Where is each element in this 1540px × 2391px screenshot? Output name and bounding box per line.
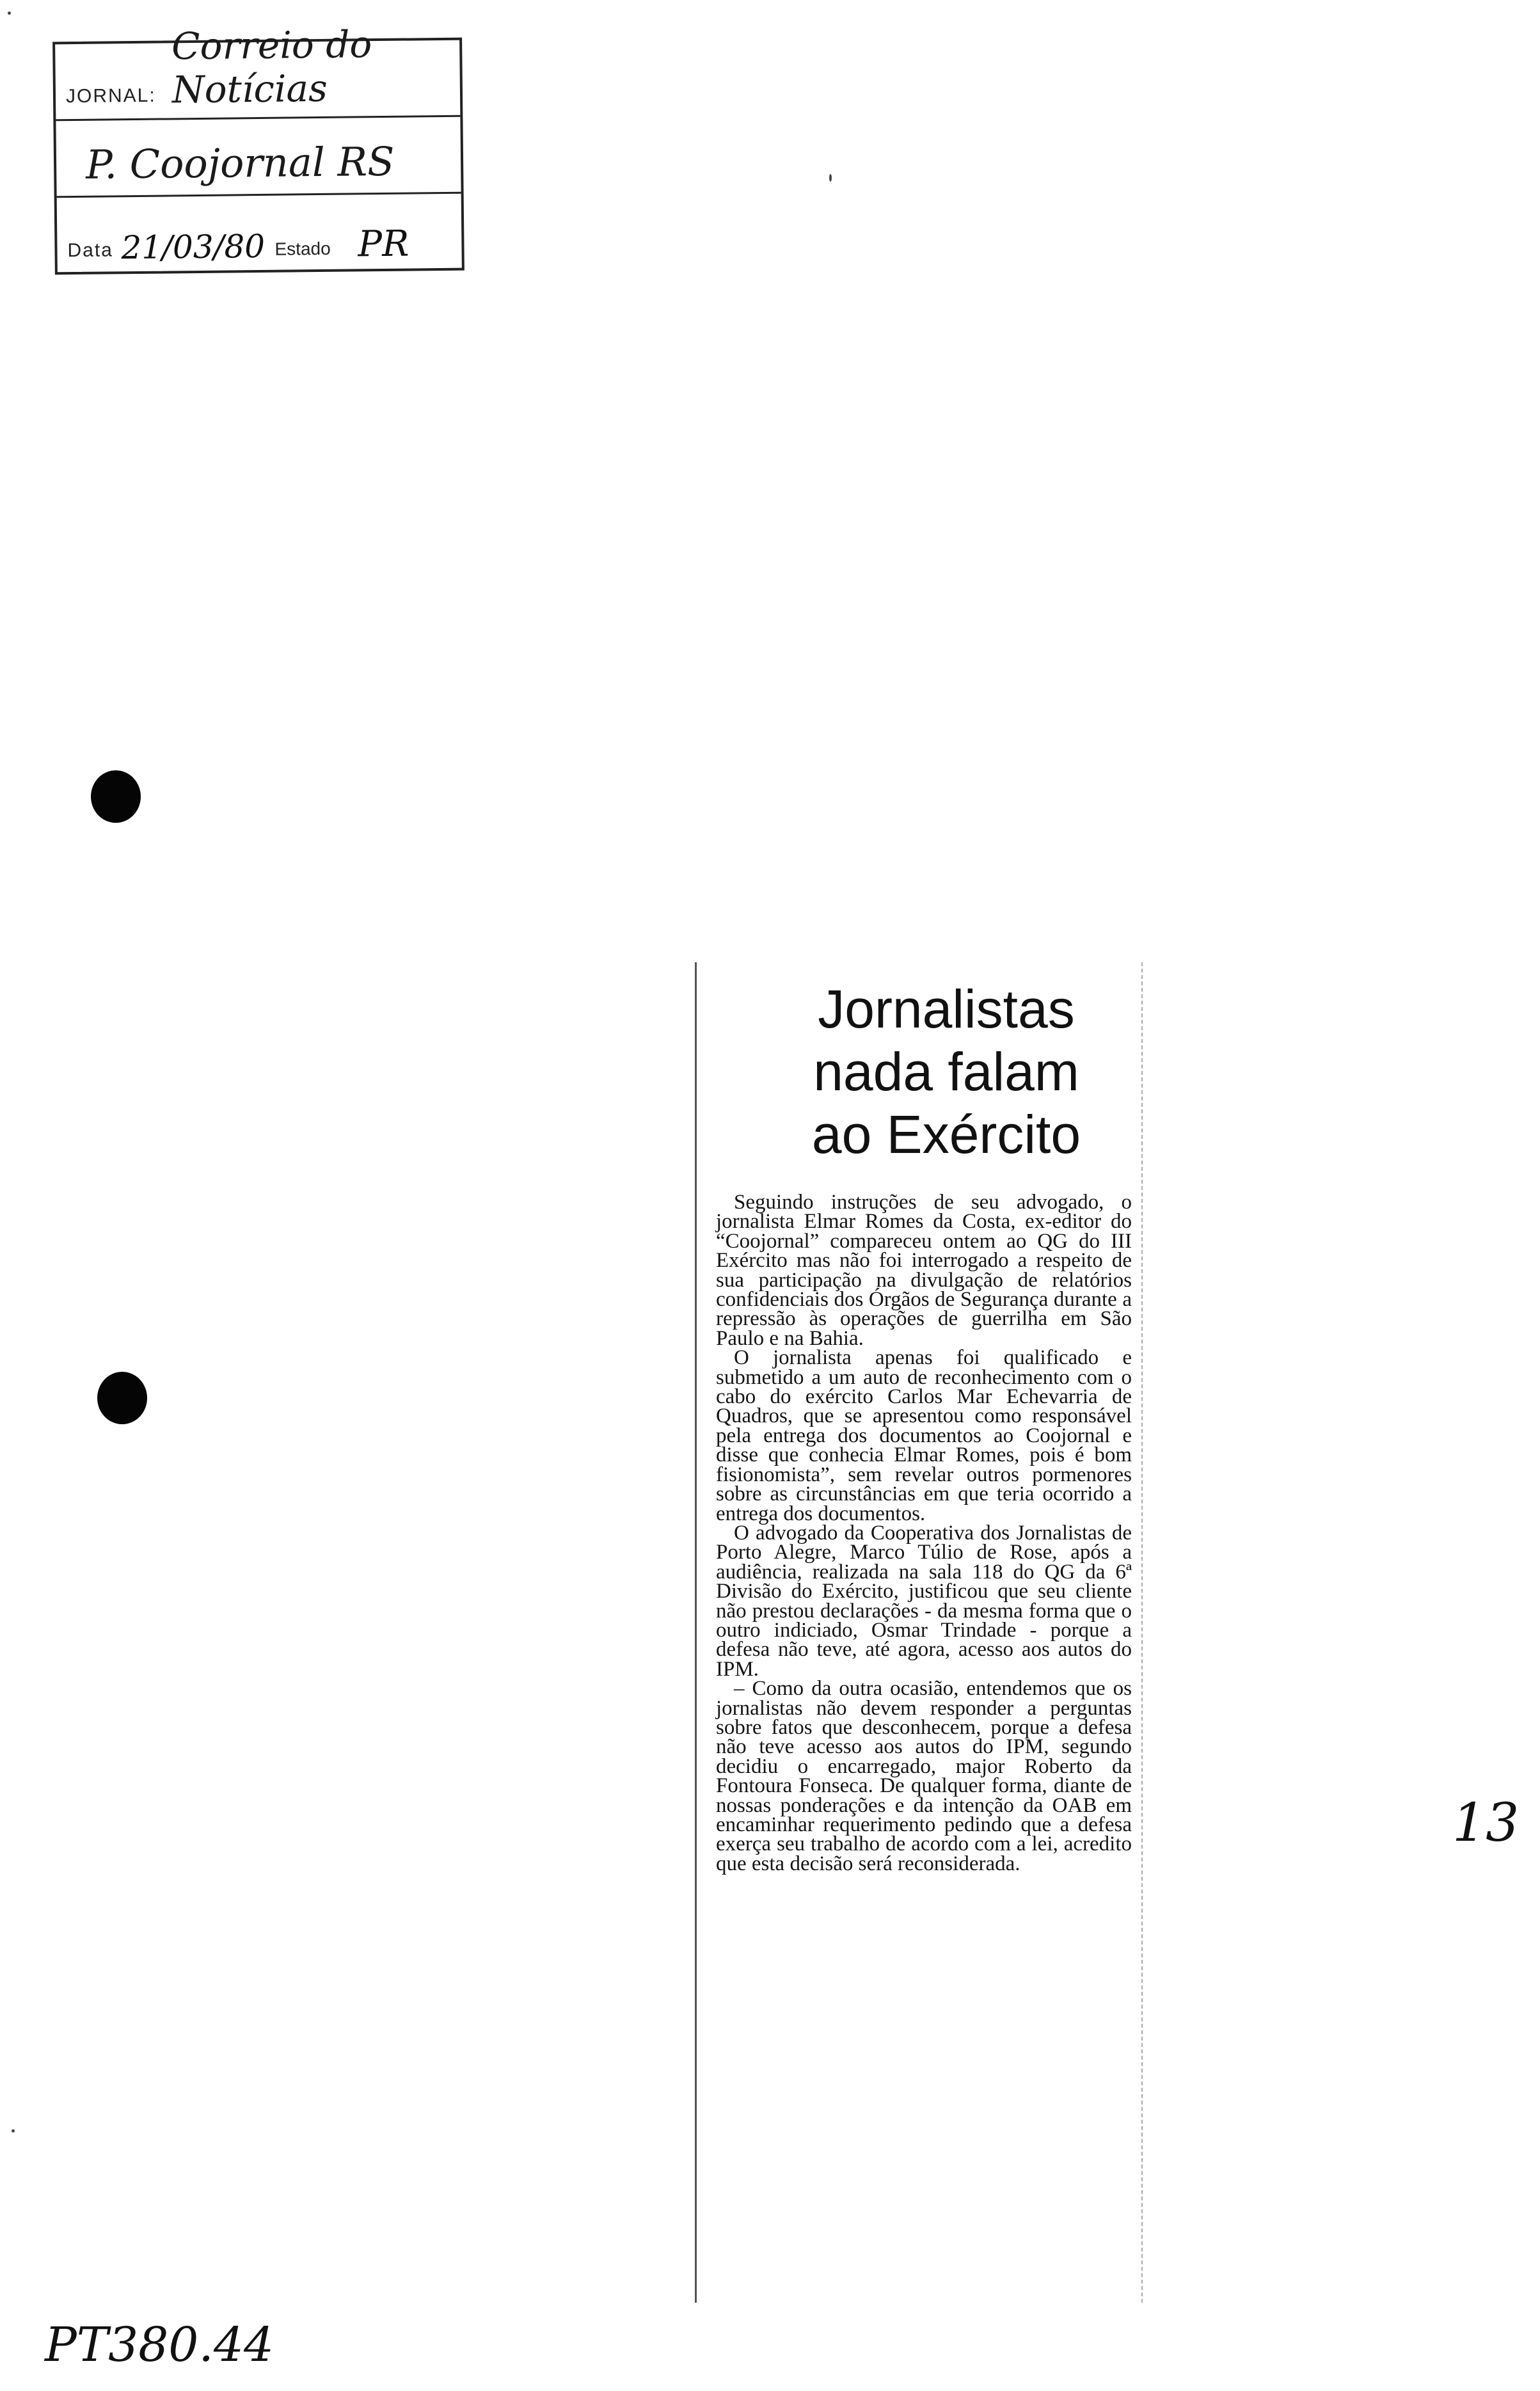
stamp-row-date (57, 194, 462, 274)
punch-hole (97, 1372, 147, 1424)
headline-line: Jornalistas (818, 979, 1075, 1039)
data-label: Data (67, 239, 114, 262)
newspaper-clipping (695, 962, 1143, 2303)
stamp-row-jornal (55, 22, 460, 122)
estado-label: Estado (274, 238, 331, 259)
headline-line: ao Exército (811, 1104, 1081, 1164)
article-paragraph: O advogado da Cooperativa dos Jornalistas de Porto Alegre, Marco Túlio de Rose, após a audiência, realizada na sala 118 do QG da 6ª Divisão do Exército, justificou que seu cliente não prestou declarações - da mesma forma que o outro indiciado, Osmar Trindade - porque a defesa não teve, até agora, acesso aos autos do IPM. (716, 1521, 1132, 1681)
scan-speck (829, 174, 832, 182)
article-headline (774, 978, 1119, 1166)
headline-line: nada falam (813, 1042, 1079, 1102)
article-body (716, 1193, 1132, 1873)
article-paragraph: Seguindo instruções de seu advogado, o jornalista Elmar Romes da Costa, ex-editor do “Coojornal” compareceu ontem ao QG do III Exército mas não foi interrogado a respeito de sua participação na divulgação de relatórios confidenciais dos Órgãos de Segurança durante a repressão às operações de guerrilha em São Paulo e na Bahia. (716, 1191, 1132, 1350)
jornal-label: JORNAL: (65, 84, 156, 107)
page-number: 13 (1452, 1793, 1520, 1854)
scan-speck (12, 2129, 15, 2133)
data-value: 21/03/80 (121, 227, 266, 267)
punch-hole (91, 770, 141, 823)
scan-speck (8, 12, 11, 15)
stamp-row-source (56, 117, 461, 198)
source-value: P. Coojornal RS (85, 138, 395, 188)
jornal-value: Correio do Notícias (171, 22, 372, 112)
article-paragraph: O jornalista apenas foi qualificado e submetido a um auto de reconhecimento com o cabo do exército Carlos Mar Echevarria de Quadros, que se apresentou como responsável pela entrega dos documentos ao Coojornal e disse que conhecia Elmar Romes, pois é bom fisionomista”, sem revelar outros pormenores sobre as circunstâncias em que teria ocorrido a entrega dos documentos. (716, 1346, 1132, 1525)
catalog-number: PT380.44 (45, 2317, 274, 2372)
estado-value: PR (358, 223, 409, 266)
archive-stamp (52, 22, 464, 275)
article-paragraph: – Como da outra ocasião, entendemos que os jornalistas não devem responder a perguntas sobre fatos que desconhecem, porque a defesa não teve acesso aos autos do IPM, segundo decidiu o encarregado, major Roberto da Fontoura Fonseca. De qualquer forma, diante de nossas ponderações e da intenção da OAB em encaminhar requerimento pedindo que a defesa exerça seu trabalho de acordo com a lei, acredito que esta decisão será reconsiderada. (716, 1677, 1132, 1875)
